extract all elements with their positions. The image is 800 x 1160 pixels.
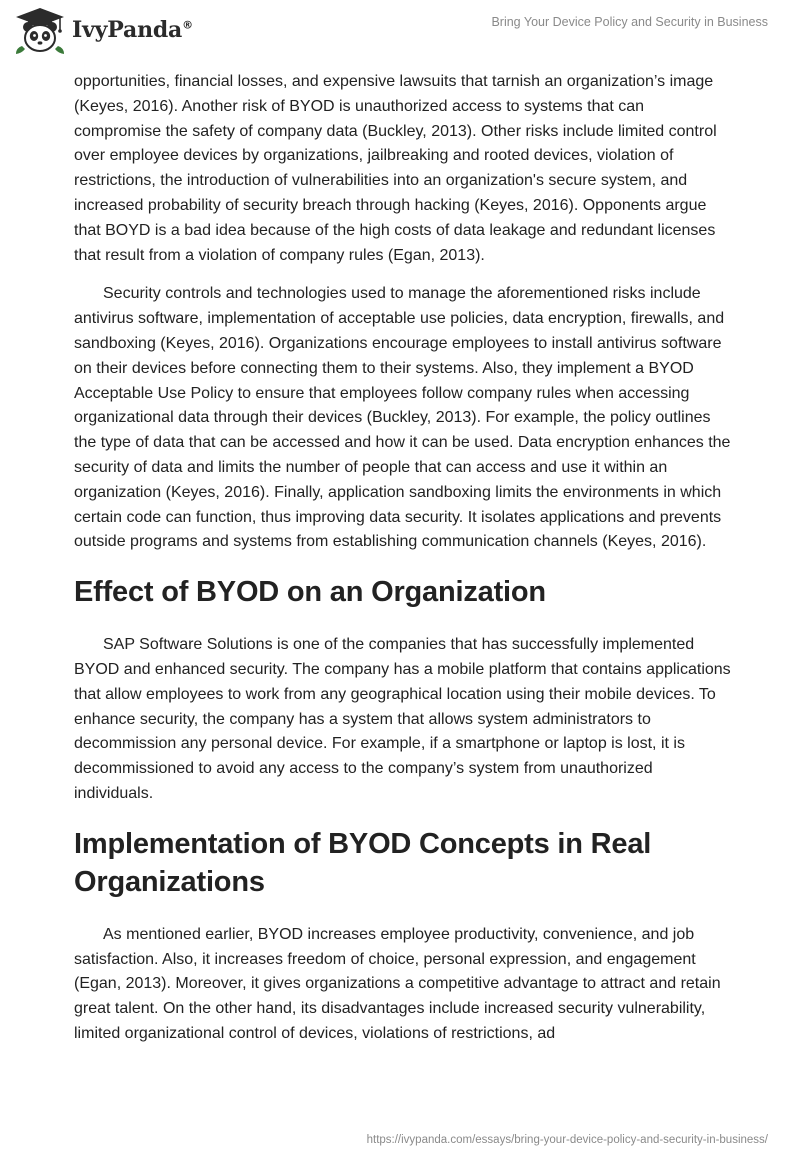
- document-title: Bring Your Device Policy and Security in Business: [491, 15, 768, 29]
- essay-body: [74, 70, 734, 1061]
- paragraph-2: Security controls and technologies used to manage the aforementioned risks include antivirus software, implementation of acceptable use policies, data encryption, firewalls, and sandboxing (Keyes, 2016). Organizations encourage employees to install antivirus software on their devices before connecting them to their systems. Also, they implement a BYOD Acceptable Use Policy to ensure that employees follow company rules when accessing organizational data through their devices (Buckley, 2013). For example, the policy outlines the type of data that can be accessed and how it can be used. Data encryption enhances the security of data and limits the number of people that can access and use it within an organization (Keyes, 2016). Finally, application sandboxing limits the environments in which certain code can function, thus improving data security. It isolates applications and prevents outside programs and systems from establishing communication channels (Keyes, 2016).: [74, 285, 731, 551]
- paragraph-3: SAP Software Solutions is one of the companies that has successfully implemented BYOD and enhanced security. The company has a mobile platform that contains applications that allow employees to work from any geographical location using their mobile devices. To enhance security, the company has a system that allows system administrators to decommission any personal device. For example, if a smartphone or laptop is lost, it is decommissioned to avoid any access to the company’s system from unauthorized individuals.: [74, 636, 731, 802]
- section-heading-effect: Effect of BYOD on an Organization: [74, 576, 546, 609]
- page-header: [0, 0, 800, 64]
- paragraph-4: As mentioned earlier, BYOD increases employee productivity, convenience, and job satisfaction. Also, it increases freedom of choice, personal expression, and engagement (Egan, 2013). Moreover, it gives organizations a competitive advantage to attract and retain great talent. On the other hand, its disadvantages include increased security vulnerability, limited organizational control of devices, violations of restrictions, ad: [74, 925, 721, 1042]
- graduation-cap-panda-icon: [14, 6, 66, 54]
- source-url[interactable]: https://ivypanda.com/essays/bring-your-device-policy-and-security-in-business/: [366, 1134, 768, 1146]
- ivypanda-logo[interactable]: [14, 6, 193, 54]
- section-heading-implementation: Implementation of BYOD Concepts in Real Organizations: [74, 827, 652, 898]
- paragraph-1: opportunities, financial losses, and expensive lawsuits that tarnish an organization’s image (Keyes, 2016). Another risk of BYOD is unauthorized access to systems that can compromise the safety of company data (Buckley, 2013). Other risks include limited control over employee devices by organizations, jailbreaking and rooted devices, violation of restrictions, the introduction of vulnerabilities into an organization's secure system, and increased probability of security breach through hacking (Keyes, 2016). Opponents argue that BOYD is a bad idea because of the high costs of data leakage and redundant licenses that result from a violation of company rules (Egan, 2013).: [74, 73, 717, 264]
- logo-wordmark: IvyPanda®: [72, 17, 193, 43]
